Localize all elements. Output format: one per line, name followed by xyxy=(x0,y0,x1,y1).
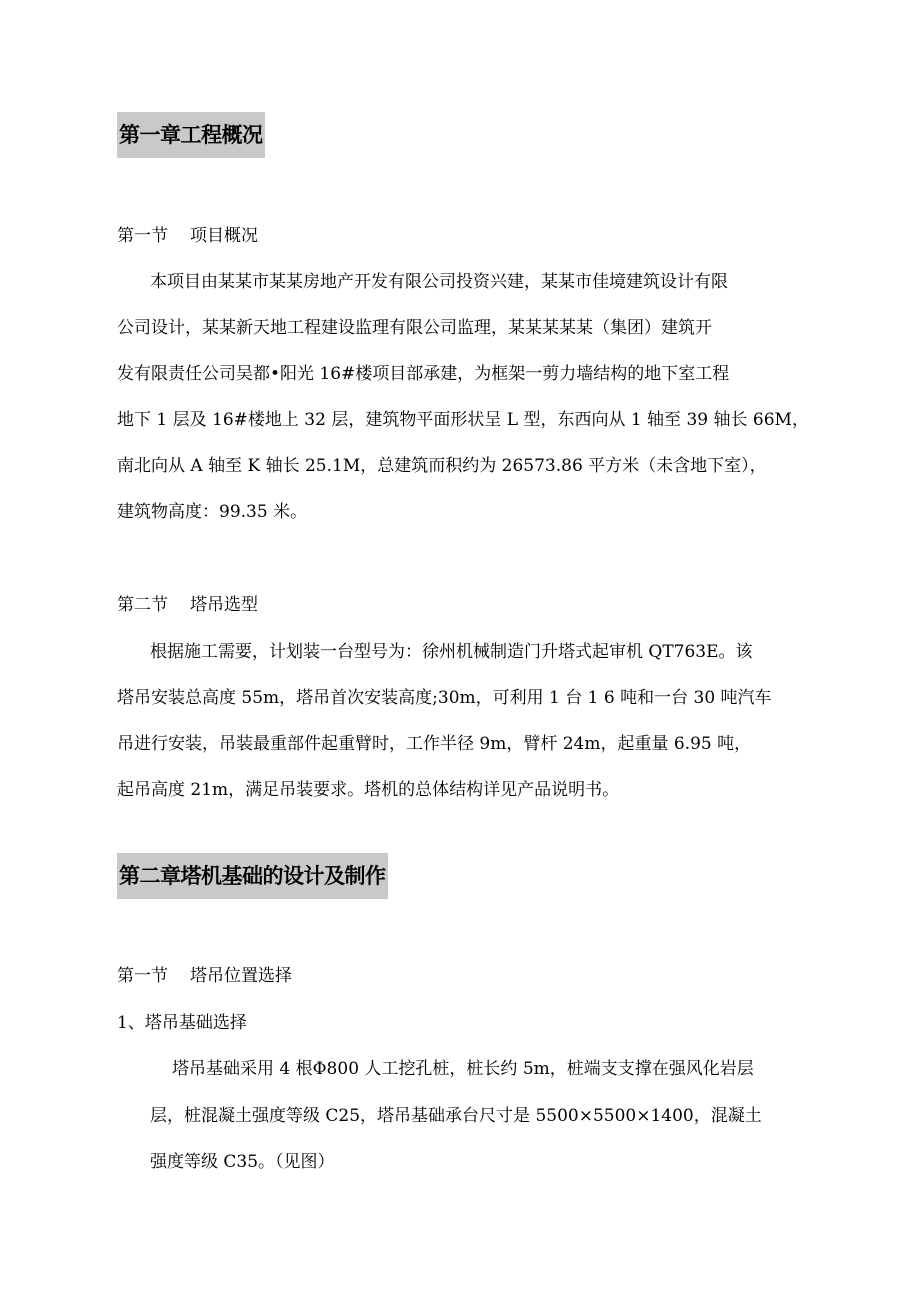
paragraph-line: 强度等级 C35。（见图） xyxy=(150,1152,335,1172)
paragraph-line: 吊进行安装，吊装最重部件起重臂时，工作半径 9m，臂杆 24m，起重量 6.95 吨， xyxy=(117,734,752,754)
paragraph-line: 塔吊安装总高度 55m，塔吊首次安装高度;30m，可利用 1 台 1 6 吨和一台 30 吨汽车 xyxy=(117,688,772,708)
paragraph-line: 地下 1 层及 16#楼地上 32 层，建筑物平面形状呈 L 型，东西向从 1 轴至 39 轴长 66M， xyxy=(117,410,809,430)
section-title: 塔吊位置选择 xyxy=(190,966,292,986)
paragraph-line: 起吊高度 21m，满足吊装要求。塔机的总体结构详见产品说明书。 xyxy=(117,780,620,800)
section-number: 第一节 xyxy=(117,226,168,246)
section-title: 塔吊选型 xyxy=(190,595,258,615)
chapter-1-heading: 第一章工程概况 xyxy=(117,112,265,158)
chapter-2-section-1-heading xyxy=(117,964,292,988)
paragraph-line: 塔吊基础采用 4 根Φ800 人工挖孔桩，桩长约 5m，桩端支支撑在强风化岩层 xyxy=(172,1059,754,1079)
paragraph-line: 根据施工需要，计划装一台型号为：徐州机械制造门升塔式起审机 QT763E。该 xyxy=(150,642,753,662)
paragraph-line: 本项目由某某市某某房地产开发有限公司投资兴建，某某市佳境建筑设计有限 xyxy=(150,272,728,292)
paragraph-line: 建筑物高度：99.35 米。 xyxy=(117,502,308,522)
paragraph-line: 南北向从 A 轴至 K 轴长 25.1M，总建筑而积约为 26573.86 平方米（未含地下室）， xyxy=(117,456,767,476)
chapter-1-section-2-heading xyxy=(117,593,258,617)
chapter-2-heading: 第二章塔机基础的设计及制作 xyxy=(117,853,388,899)
paragraph-line: 发有限责任公司吴都•阳光 16#楼项目部承建，为框架一剪力墙结构的地下室工程 xyxy=(117,364,730,384)
section-number: 第二节 xyxy=(117,595,168,615)
section-number: 第一节 xyxy=(117,966,168,986)
chapter-1-section-1-heading xyxy=(117,224,258,248)
paragraph-line: 公司设计，某某新天地工程建设监理有限公司监理，某某某某某（集团）建筑开 xyxy=(117,318,712,338)
paragraph-line: 层，桩混凝土强度等级 C25，塔吊基础承台尺寸是 5500×5500×1400，混凝土 xyxy=(150,1106,762,1126)
item-1-heading: 1、塔吊基础选择 xyxy=(117,1013,247,1033)
section-title: 项目概况 xyxy=(190,226,258,246)
